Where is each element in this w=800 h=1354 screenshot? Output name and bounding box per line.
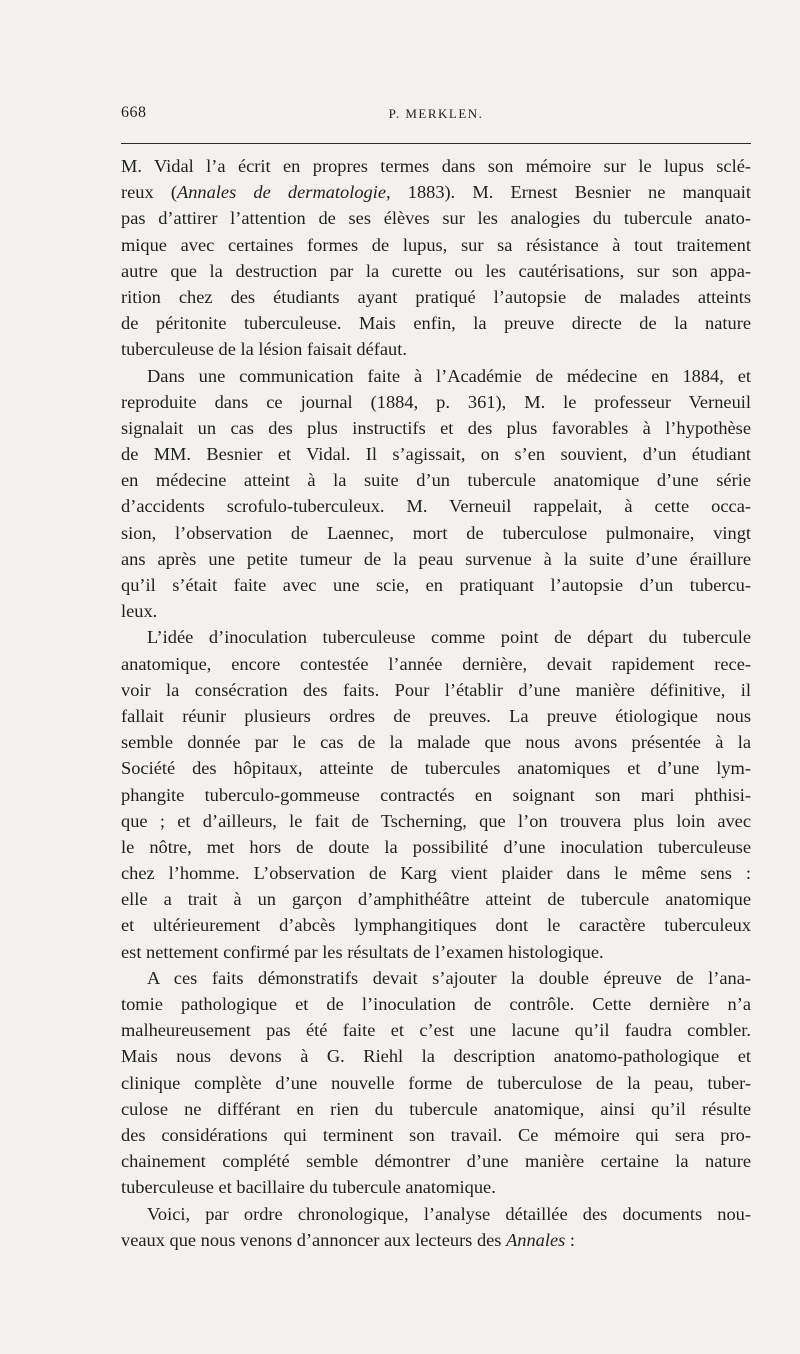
text-line: signalait un cas des plus instructifs et des plus favorables à l’hypothèse	[121, 417, 751, 438]
italic-title: Annales	[506, 1229, 566, 1250]
text-segment: :	[565, 1229, 576, 1250]
paragraph	[121, 363, 751, 625]
text-line: le nôtre, met hors de doute la possibilité d’une inoculation tuberculeuse	[121, 836, 751, 857]
text-line: semble donnée par le cas de la malade que nous avons présentée à la	[121, 732, 751, 753]
text-line: chainement complété semble démontrer d’une manière certaine la nature	[121, 1151, 751, 1172]
text-line: des considérations qui terminent son travail. Ce mémoire qui sera pro-	[121, 1124, 751, 1145]
text-line: de MM. Besnier et Vidal. Il s’agissait, on s’en souvient, d’un étudiant	[121, 444, 751, 465]
text-line: de péritonite tuberculeuse. Mais enfin, la preuve directe de la nature	[121, 313, 751, 334]
text-line: tuberculeuse de la lésion faisait défaut.	[121, 339, 407, 360]
paragraph	[121, 153, 751, 363]
body-text	[121, 153, 751, 1253]
text-line: autre que la destruction par la curette ou les cautérisations, sur son appa-	[121, 260, 751, 281]
text-segment: veaux que nous venons d’annoncer aux lecteurs des	[121, 1229, 507, 1250]
running-head: P. MERKLEN.	[388, 106, 484, 121]
text-line: anatomique, encore contestée l’année dernière, devait rapidement rece-	[121, 653, 751, 674]
italic-title: Annales de dermatologie,	[176, 182, 391, 203]
text-line: chez l’homme. L’observation de Karg vient plaider dans le même sens :	[121, 863, 751, 884]
text-line	[121, 179, 751, 205]
text-segment: reux (	[121, 182, 177, 203]
text-line: que ; et d’ailleurs, le fait de Tscherning, que l’on trouvera plus loin avec	[121, 810, 751, 831]
paragraph	[121, 1201, 751, 1253]
text-line: voir la consécration des faits. Pour l’établir d’une manière définitive, il	[121, 679, 751, 700]
text-line: est nettement confirmé par les résultats de l’examen histologique.	[121, 941, 604, 962]
paragraph	[121, 624, 751, 964]
text-line: tuberculeuse et bacillaire du tubercule anatomique.	[121, 1177, 496, 1198]
text-line: Mais nous devons à G. Riehl la description anatomo-pathologique et	[121, 1046, 751, 1067]
header-rule	[121, 143, 751, 144]
text-line: pas d’attirer l’attention de ses élèves sur les analogies du tubercule anato-	[121, 208, 751, 229]
text-line: mique avec certaines formes de lupus, sur sa résistance à tout traitement	[121, 234, 751, 255]
text-line: d’accidents scrofulo-tuberculeux. M. Verneuil rappelait, à cette occa-	[121, 496, 751, 517]
text-line: fallait réunir plusieurs ordres de preuves. La preuve étiologique nous	[121, 705, 751, 726]
page-number: 668	[121, 104, 147, 121]
text-line: reproduite dans ce journal (1884, p. 361), M. le professeur Verneuil	[121, 391, 751, 412]
text-line: malheureusement pas été faite et c’est une lacune qu’il faudra combler.	[121, 1020, 751, 1041]
text-segment: 1883). M. Ernest Besnier ne manquait	[390, 182, 752, 203]
text-line: et ultérieurement d’abcès lymphangitiques dont le caractère tuberculeux	[121, 915, 751, 936]
text-line: Dans une communication faite à l’Académie de médecine en 1884, et	[147, 365, 751, 386]
text-line: clinique complète d’une nouvelle forme de tuberculose de la peau, tuber-	[121, 1072, 751, 1093]
text-line: leux.	[121, 601, 158, 622]
text-line: phangite tuberculo-gommeuse contractés en soignant son mari phthisi-	[121, 784, 751, 805]
text-line: tomie pathologique et de l’inoculation de contrôle. Cette dernière n’a	[121, 994, 751, 1014]
text-line: en médecine atteint à la suite d’un tubercule anatomique d’une série	[121, 470, 751, 491]
text-line: Société des hôpitaux, atteinte de tubercules anatomiques et d’une lym-	[121, 758, 751, 779]
text-line	[121, 1227, 751, 1253]
text-line: culose ne différant en rien du tubercule anatomique, ainsi qu’il résulte	[121, 1098, 751, 1119]
text-line: M. Vidal l’a écrit en propres termes dans son mémoire sur le lupus sclé-	[121, 156, 751, 176]
text-line: L’idée d’inoculation tuberculeuse comme point de départ du tubercule	[147, 627, 751, 648]
text-line: Voici, par ordre chronologique, l’analyse détaillée des documents nou-	[147, 1203, 751, 1224]
paragraph	[121, 965, 751, 1201]
text-line: rition chez des étudiants ayant pratiqué l’autopsie de malades atteints	[121, 286, 751, 307]
text-line: ans après une petite tumeur de la peau survenue à la suite d’une éraillure	[121, 548, 751, 569]
page-header	[121, 104, 751, 128]
text-line: qu’il s’était faite avec une scie, en pratiquant l’autopsie d’un tubercu-	[121, 575, 751, 595]
text-line: elle a trait à un garçon d’amphithéâtre atteint de tubercule anatomique	[121, 889, 751, 910]
text-line: sion, l’observation de Laennec, mort de tuberculose pulmonaire, vingt	[121, 522, 751, 543]
text-line: A ces faits démonstratifs devait s’ajouter la double épreuve de l’ana-	[147, 967, 751, 988]
